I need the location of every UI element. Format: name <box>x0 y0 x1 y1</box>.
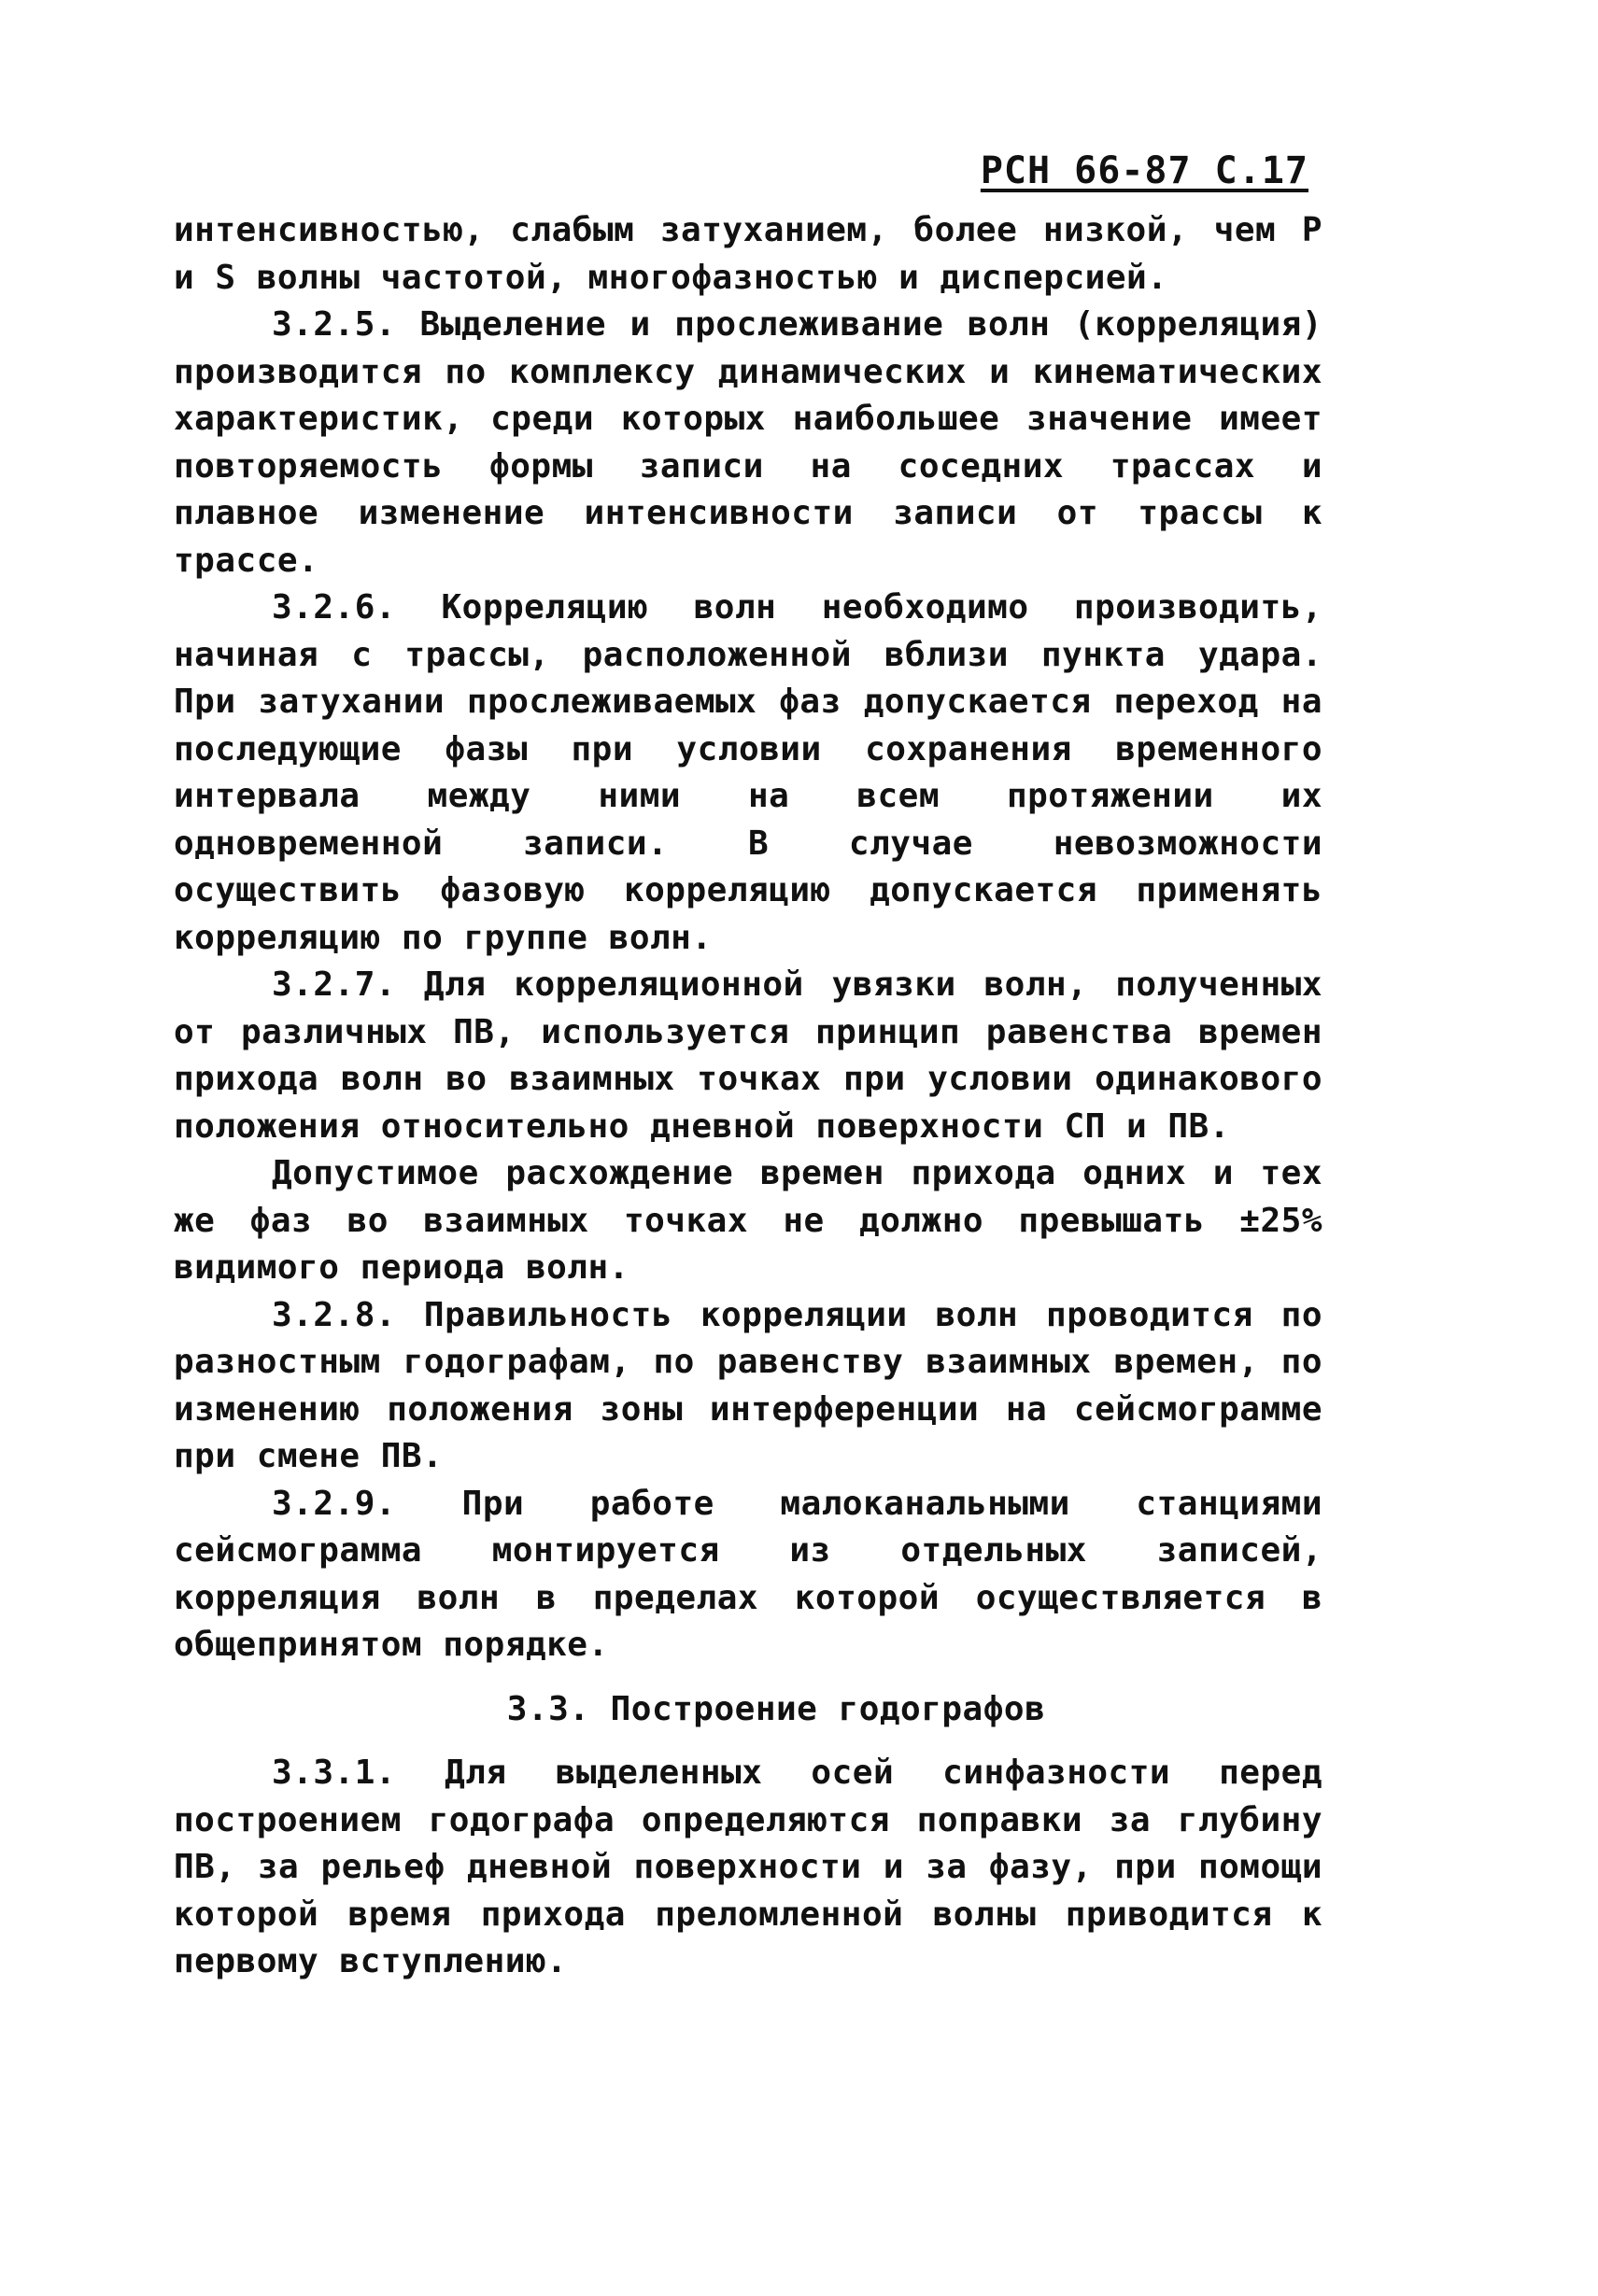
paragraph-3-2-9: 3.2.9. При работе малоканальными станциями сейсмограмма монтируется из отдельных записей, корреляция волн в пределах которой осуществляется в общепринятом порядке. <box>174 1484 1322 1664</box>
paragraph-tolerance: Допустимое расхождение времен прихода одних и тех же фаз во взаимных точках не должно превышать ±25% видимого периода волн. <box>174 1154 1322 1287</box>
section-title: 3.3. Построение годографов <box>506 1689 1046 1728</box>
paragraph-3-2-8: 3.2.8. Правильность корреляции волн проводится по разностным годографам, по равенству взаимных времен, по изменению положения зоны интерференции на сейсмограмме при смене ПВ. <box>174 1295 1322 1475</box>
paragraph-3-3-1: 3.3.1. Для выделенных осей синфазности перед построением годографа определяются поправки за глубину ПВ, за рельеф дневной поверхности и за фазу, при помощи которой время прихода преломленной волны приводится к первому вступлению. <box>174 1754 1322 1980</box>
paragraph-3-2-6: 3.2.6. Корреляцию волн необходимо производить, начиная с трассы, расположенной вблизи пункта удара. При затухании прослеживаемых фаз допускается переход на последующие фазы при условии сохранения временного интервала между ними на всем протяжении их одновременной записи. В случае невозможности осуществить фазовую корреляцию допускается применять корреляцию по группе волн. <box>174 588 1322 957</box>
paragraph-3-2-5: 3.2.5. Выделение и прослеживание волн (корреляция) производится по комплексу динамических и кинематических характеристик, среди которых наибольшее значение имеет повторяемость формы записи на соседних трассах и плавное изменение интенсивности записи от трассы к трассе. <box>174 305 1322 580</box>
page-reference: РСН 66-87 С.17 <box>980 149 1308 192</box>
document-body <box>174 207 1322 1986</box>
paragraph-continuation: интенсивностью, слабым затуханием, более низкой, чем P и S волны частотой, многофазностью и дисперсией. <box>174 211 1322 297</box>
paragraph-3-2-7: 3.2.7. Для корреляционной увязки волн, полученных от различных ПВ, используется принцип равенства времен прихода волн во взаимных точках при условии одинакового положения относительно дневной поверхности СП и ПВ. <box>174 965 1322 1146</box>
